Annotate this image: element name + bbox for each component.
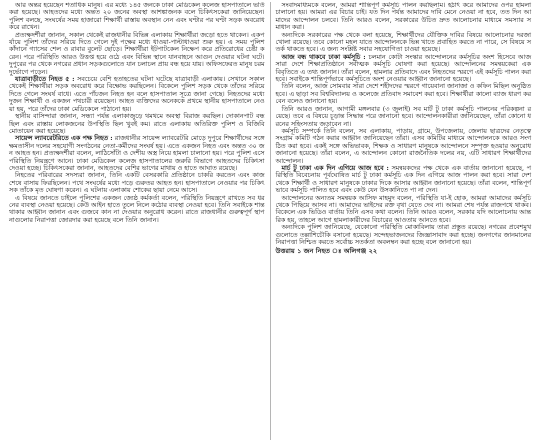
section-subhead: আজ বন্ধ থাকবে ঢাকা কর্মসূচি : — [281, 53, 366, 61]
article-paragraph: আর অন্তর হয়েছেন শতাধিক মানুষ। এর মধ্যে ১৪৫ জনকে ঢাকা মেডিকেল কলেজ হাসপাতালে ভর্তি করা হয়েছে। আহতদের মধ্যে অন্তত ২০ জনের অবস্থা আশঙ্কাজনক বলে চিকিৎসকেরা জানিয়েছেন। পুলিশ বলছে, সংঘর্ষের সময় হাজারো শিক্ষার্থী রাস্তায় অবস্থান নেন এবং ঘণ্টার পর ঘণ্টা সড়ক অবরোধ করে রাখেন। — [9, 2, 265, 32]
article-section — [9, 76, 265, 113]
section-text: চলমান কোটা সংস্কার আন্দোলনের কর্মসূচির অংশ হিসেবে আজ সারা দেশে শিক্ষাপ্রতিষ্ঠানে সর্বাত্মক কর্মসূচি ঘোষণা করা হয়েছে। আন্দোলনের সমন্বয়কেরা এক বিবৃতিতে এ তথ্য জানান। তাঁরা বলেন, হামলার প্রতিবাদে এবং নিহতদের স্মরণে এই কর্মসূচি পালন করা হবে। সবাইকে শান্তিপূর্ণভাবে কর্মসূচিতে অংশ নেওয়ার আহ্বান জানানো হয়েছে। — [275, 53, 531, 84]
article-paragraph: অন্যদিকে সরকারের পক্ষ থেকে বলা হয়েছে, শিক্ষার্থীদের যৌক্তিক দাবির বিষয়ে আলোচনার দরজা খোলা রয়েছে। তবে কোনো মহল যাতে আন্দোলনকে ভিন্ন খাতে প্রবাহিত করতে না পারে, সে বিষয়ে সতর্ক থাকতে হবে। এ জন্য সংশ্লিষ্ট সবার সহযোগিতা চাওয়া হয়েছে। — [275, 31, 531, 54]
section-subhead: মার্চ টু ঢাকা এক দিন এগিয়ে আজ হবে : — [281, 164, 389, 172]
section-text: সমন্বয়কদের পক্ষ থেকে এক বার্তায় জানানো হয়েছে, পরিস্থিতি বিবেচনায় পূর্বঘোষিত মার্চ টু ঢাকা কর্মসূচি এক দিন এগিয়ে আজ পালন করা হবে। সারা দেশ থেকে শিক্ষার্থী ও সাধারণ মানুষকে ঢাকার দিকে আসার আহ্বান জানানো হয়েছে। তাঁরা বলেন, শান্তিপূর্ণভাবে কর্মসূচি পালিত হবে এবং কেউ যেন উসকানিতে পা না দেন। — [275, 164, 531, 195]
section-subhead: সায়েন্স ল্যাবরেটরিতে এক পক্ষ নিহত : — [15, 135, 113, 143]
article-paragraph: সংবাদমাধ্যমকে বলেন, আমরা শান্তিপূর্ণ কর্মসূচি পালন করছিলাম। হঠাৎ করে আমাদের ওপর হামলা চালানো হয়। আমরা এর বিচার চাই। যত দিন পর্যন্ত আমাদের দাবি মেনে নেওয়া না হবে, তত দিন আমাদের আন্দোলন চলবে। তিনি আরও বলেন, সরকারের উচিত দ্রুত আলোচনার মাধ্যমে সমস্যার সমাধান করা। — [275, 2, 531, 32]
article-column-left — [4, 2, 271, 440]
article-paragraph: তিনি আরও জানান, আগামী মঙ্গলবার (৩ জুলাই) সব মার্ট টু ঢাকা কর্মসূচি পালনের পরিকল্পনা রয়েছে। তবে এ বিষয়ে চূড়ান্ত সিদ্ধান্ত পরে জানানো হবে। আন্দোলনকারীরা জানিয়েছেন, তাঁরা কোনো ধরনের সহিংসতায় জড়াবেন না। — [275, 105, 531, 128]
article-paragraph: অন্যদিকে পুলিশ জানিয়েছে, যেকোনো পরিস্থিতি মোকাবিলায় তারা প্রস্তুত রয়েছে। নগরের প্রবেশমুখগুলোতে তল্লাশিচৌকি বসানো হয়েছে। সন্দেহভাজনদের জিজ্ঞাসাবাদ করা হচ্ছে। জনগণের জানমালের নিরাপত্তা নিশ্চিত করতে সর্বোচ্চ সতর্কতা অবলম্বন করা হচ্ছে বলে জানানো হয়। — [275, 224, 531, 246]
article-section — [9, 135, 265, 172]
article-paragraph: স্থানীয় বাসিন্দারা জানান, সন্ধ্যা পর্যন্ত এলাকাজুড়ে থমথমে অবস্থা বিরাজ করছিল। দোকানপাট বন্ধ ছিল এবং রাস্তায় লোকজনের উপস্থিতি ছিল খুবই কম। রাতে এলাকায় অতিরিক্ত পুলিশ ও বিজিবি মোতায়েন করা হয়েছে। — [9, 113, 265, 135]
section-text: রাজধানীর সায়েন্স ল্যাবরেটরি মোড়ে দুপুরে শিক্ষার্থীদের সঙ্গে ক্ষমতাসীন দলের সহযোগী সংগঠনের নেতা-কর্মীদের সংঘর্ষ হয়। এতে একজন নিহত এবং অন্তত ৩০ জন আহত হন। প্রত্যক্ষদর্শীরা বলেন, লাঠিসোঁটা ও দেশীয় অস্ত্র নিয়ে হামলা চালানো হয়। পরে পুলিশ এসে পরিস্থিতি নিয়ন্ত্রণে আনে। ঢাকা মেডিকেল কলেজ হাসপাতালের জরুরি বিভাগে আহতদের চিকিৎসা দেওয়া হচ্ছে। চিকিৎসকেরা জানান, আহতদের বেশির ভাগের মাথায় ও হাতে আঘাত রয়েছে। — [9, 135, 265, 172]
article-paragraph: প্রত্যক্ষদর্শীরা জানান, সকাল থেকেই রাজধানীর বিভিন্ন এলাকায় শিক্ষার্থীরা জড়ো হতে থাকেন। একপর্যায়ে পুলিশ তাঁদের সরিয়ে দিতে গেলে দুই পক্ষের মধ্যে ধাওয়া-পাল্টাধাওয়া শুরু হয়। এ সময় পুলিশ কাঁদানে গ্যাসের শেল ও রাবার বুলেট ছোড়ে। শিক্ষার্থীরা ইটপাটকেল নিক্ষেপ করে প্রতিরোধের চেষ্টা করেন। পরে পরিস্থিতি আরও উত্তপ্ত হয়ে ওঠে এবং বিভিন্ন স্থানে যানবাহনে আগুন দেওয়ার ঘটনা ঘটে। দুপুরের পর থেকে নগরের প্রধান সড়কগুলোতে যান চলাচল প্রায় বন্ধ হয়ে যায়। অফিসফেরত মানুষ চরম দুর্ভোগে পড়েন। — [9, 31, 265, 76]
article-column-right — [271, 2, 537, 440]
article-paragraph: এ বিষয়ে জানতে চাইলে পুলিশের একজন জ্যেষ্ঠ কর্মকর্তা বলেন, পরিস্থিতি নিয়ন্ত্রণে রাখতে সব ধরনের ব্যবস্থা নেওয়া হয়েছে। কেউ আইন হাতে তুলে নিলে কঠোর ব্যবস্থা নেওয়া হবে। তিনি সবাইকে শান্ত থাকার আহ্বান জানান এবং গুজবে কান না দেওয়ার অনুরোধ করেন। রাতে রাজধানীর গুরুত্বপূর্ণ স্থাপনাগুলোর নিরাপত্তা জোরদার করা হয়েছে বলে তিনি জানান। — [9, 194, 265, 224]
article-section — [276, 54, 532, 84]
section-subhead: যাত্রাবাড়ীতে নিহত ৫ : — [15, 76, 75, 84]
section-text: সবচেয়ে বেশি হতাহতের ঘটনা ঘটেছে যাত্রাবাড়ী এলাকায়। সেখানে সকাল থেকেই শিক্ষার্থীরা সড়ক অবরোধ করে বিক্ষোভ করছিলেন। বিকেলে পুলিশ সড়ক থেকে তাঁদের সরিয়ে দিতে গেলে সংঘর্ষ বাধে। এতে পাঁচজন নিহত হন বলে হাসপাতাল সূত্রে জানা গেছে। নিহতদের মধ্যে দুজন শিক্ষার্থী ও একজন পথচারী রয়েছেন। আহত ব্যক্তিদের অনেককে প্রথমে স্থানীয় হাসপাতালে নেওয়া হয়, পরে তাঁদের ঢাকা মেডিকেলে পাঠানো হয়। — [9, 76, 265, 113]
continuation-footer: উত্তরায় ১ জন নিহত ঃ অলিগঞ্জ ২২ — [275, 247, 378, 256]
article-paragraph: আন্দোলনের অন্যতম সমন্বয়ক আসিফ মাহমুদ বলেন, পরিস্থিতি যা-ই হোক, আমরা আমাদের কর্মসূচি থেকে পিছিয়ে আসব না। আমাদের ভাইদের রক্ত বৃথা যেতে দেব না। আমরা শেষ পর্যন্ত রাজপথে থাকব। বিকেলে এক ভিডিও বার্তায় তিনি এসব কথা বলেন। তিনি আরও বলেন, সরকার যদি আলোচনায় আন্তরিক হয়, তাহলে আগে হামলাকারীদের বিচারের আওতায় আনতে হবে। — [275, 194, 531, 224]
article-paragraph: কর্মসূচি সম্পর্কে তিনি বলেন, সব এলাকায়, পাড়ায়, গ্রামে, উপজেলায়, জেলায় ছাত্রদের নেতৃত্বে সংগ্রাম কমিটি গঠন করার আহ্বান জানিয়েছেন তাঁরা। এসব কমিটির মাধ্যমে আন্দোলনকে আরও সংগঠিত করা হবে। একই সঙ্গে অভিভাবক, শিক্ষক ও সাধারণ মানুষকে আন্দোলনে সম্পৃক্ত হওয়ার অনুরোধ জানানো হয়েছে। তাঁরা বলেন, এ আন্দোলন কোনো রাজনৈতিক দলের নয়, এটি সাধারণ শিক্ষার্থীদের আন্দোলন। — [275, 127, 531, 165]
article-paragraph: নিহতের পরিবারের সদস্যরা জানান, তিনি একটি বেসরকারি প্রতিষ্ঠানে চাকরি করতেন এবং কাজ শেষে বাসায় ফিরছিলেন। পথে সংঘর্ষের মধ্যে পড়ে গুরুতর আহত হন। হাসপাতালে নেওয়ার পর চিকিৎসক তাঁকে মৃত ঘোষণা করেন। এ ঘটনায় এলাকায় শোকের ছায়া নেমে আসে। — [9, 172, 265, 195]
article-section — [276, 165, 532, 195]
article-paragraph: তিনি বলেন, আজ সোমবার সারা দেশে শহীদদের স্মরণে গায়েবানা জানাজা ও কফিন মিছিল অনুষ্ঠিত হবে। এ ছাড়া সব বিশ্ববিদ্যালয় ও কলেজে প্রতিবাদ সমাবেশ করা হবে। শিক্ষার্থীরা কালো ব্যাজ ধারণ করবেন বলেও জানানো হয়। — [275, 83, 531, 106]
